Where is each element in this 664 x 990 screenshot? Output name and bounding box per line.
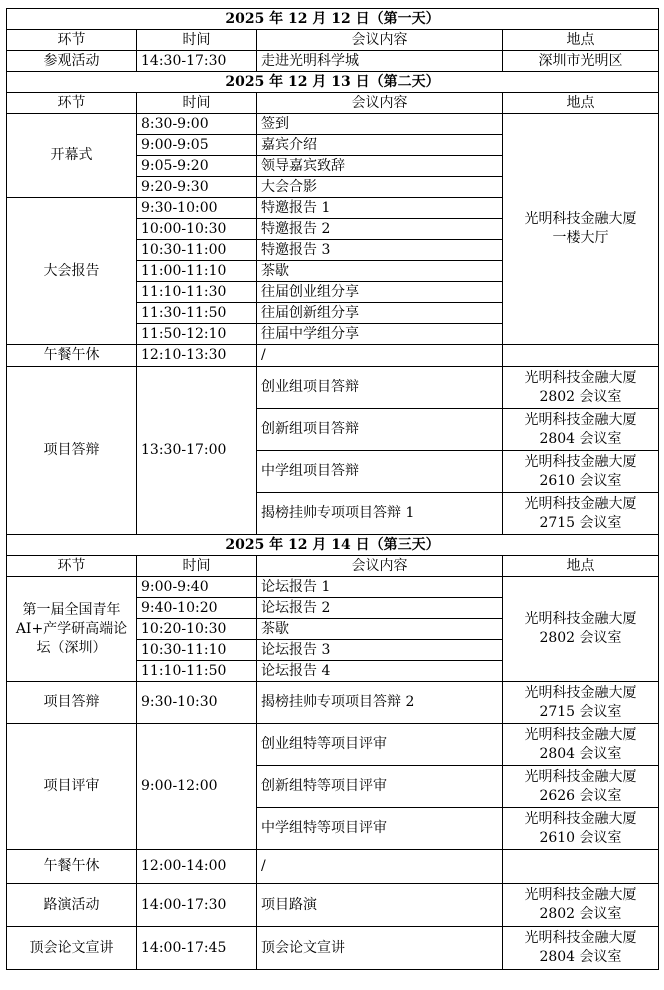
time-cell: 9:00-9:40	[137, 577, 257, 598]
content-cell: 顶会论文宣讲	[257, 927, 503, 970]
location-cell	[503, 577, 659, 682]
content-cell: 往届中学组分享	[257, 324, 503, 345]
content-cell: 往届创新组分享	[257, 303, 503, 324]
content-cell: 论坛报告 2	[257, 598, 503, 619]
location-cell: 深圳市光明区	[503, 51, 659, 72]
content-cell: 揭榜挂帅专项项目答辩 1	[257, 493, 503, 535]
location-line: 2610 会议室	[539, 472, 622, 489]
schedule-table	[6, 8, 659, 970]
time-cell: 8:30-9:00	[137, 114, 257, 135]
time-cell: 10:20-10:30	[137, 619, 257, 640]
segment-cell: 路演活动	[7, 884, 137, 927]
time-cell: 9:05-9:20	[137, 156, 257, 177]
location-cell	[503, 409, 659, 451]
time-cell: 9:30-10:00	[137, 198, 257, 219]
content-cell: 特邀报告 1	[257, 198, 503, 219]
time-cell: 9:20-9:30	[137, 177, 257, 198]
location-cell	[503, 682, 659, 724]
time-cell: 9:30-10:30	[137, 682, 257, 724]
location-line: 2715 会议室	[539, 703, 622, 720]
content-cell: 签到	[257, 114, 503, 135]
time-cell: 10:00-10:30	[137, 219, 257, 240]
content-cell: 走进光明科学城	[257, 51, 503, 72]
location-cell	[503, 850, 659, 884]
location-cell	[503, 927, 659, 970]
time-cell: 14:00-17:30	[137, 884, 257, 927]
header-content: 会议内容	[257, 30, 503, 51]
table-row	[7, 577, 659, 598]
table-row	[7, 345, 659, 367]
location-line: 光明科技金融大厦	[524, 369, 637, 386]
location-cell	[503, 808, 659, 850]
time-cell: 12:00-14:00	[137, 850, 257, 884]
location-line: 光明科技金融大厦	[524, 495, 637, 512]
location-line: 光明科技金融大厦	[524, 810, 637, 827]
location-line: 光明科技金融大厦	[524, 726, 637, 743]
content-cell: 往届创业组分享	[257, 282, 503, 303]
time-cell: 9:00-12:00	[137, 724, 257, 850]
content-cell: 领导嘉宾致辞	[257, 156, 503, 177]
day2-title: 2025 年 12 月 13 日（第二天）	[7, 72, 659, 93]
location-line: 光明科技金融大厦	[524, 887, 637, 903]
time-cell: 10:30-11:10	[137, 640, 257, 661]
location-line: 2802 会议室	[539, 630, 622, 646]
location-cell	[503, 724, 659, 766]
content-cell: 嘉宾介绍	[257, 135, 503, 156]
location-line: 光明科技金融大厦	[524, 411, 637, 428]
content-cell: 创新组项目答辩	[257, 409, 503, 451]
day3-title: 2025 年 12 月 14 日（第三天）	[7, 535, 659, 556]
location-line: 光明科技金融大厦	[524, 611, 637, 627]
time-cell: 11:00-11:10	[137, 261, 257, 282]
segment-cell: 午餐午休	[7, 850, 137, 884]
time-cell: 10:30-11:00	[137, 240, 257, 261]
content-cell: 中学组项目答辩	[257, 451, 503, 493]
segment-cell: 大会报告	[7, 198, 137, 345]
header-location: 地点	[503, 30, 659, 51]
content-cell: 茶歇	[257, 261, 503, 282]
location-line: 光明科技金融大厦	[524, 453, 637, 470]
content-cell: /	[257, 850, 503, 884]
header-time: 时间	[137, 93, 257, 114]
table-header-row	[7, 93, 659, 114]
table-row	[7, 367, 659, 409]
location-line: 光明科技金融大厦	[524, 684, 637, 701]
content-cell: 论坛报告 3	[257, 640, 503, 661]
location-line: 2802 会议室	[539, 906, 622, 922]
location-line: 2715 会议室	[539, 514, 622, 531]
day1-title: 2025 年 12 月 12 日（第一天）	[7, 9, 659, 30]
location-line: 2802 会议室	[539, 388, 622, 405]
content-cell: 揭榜挂帅专项项目答辩 2	[257, 682, 503, 724]
content-cell: 创新组特等项目评审	[257, 766, 503, 808]
table-row	[7, 51, 659, 72]
table-row	[7, 724, 659, 766]
table-header-row	[7, 556, 659, 577]
table-row	[7, 682, 659, 724]
time-cell: 11:10-11:30	[137, 282, 257, 303]
table-row	[7, 884, 659, 927]
header-segment: 环节	[7, 93, 137, 114]
header-content: 会议内容	[257, 556, 503, 577]
location-cell	[503, 345, 659, 367]
content-cell: 中学组特等项目评审	[257, 808, 503, 850]
location-line: 2804 会议室	[539, 745, 622, 762]
header-time: 时间	[137, 30, 257, 51]
content-cell: /	[257, 345, 503, 367]
segment-cell: 开幕式	[7, 114, 137, 198]
header-location: 地点	[503, 556, 659, 577]
segment-cell: 顶会论文宣讲	[7, 927, 137, 970]
content-cell: 茶歇	[257, 619, 503, 640]
content-cell: 特邀报告 3	[257, 240, 503, 261]
location-cell	[503, 884, 659, 927]
location-line: 2610 会议室	[539, 829, 622, 846]
location-line: 2804 会议室	[539, 949, 622, 965]
location-line: 一楼大厅	[552, 230, 609, 246]
content-cell: 论坛报告 1	[257, 577, 503, 598]
segment-cell: 项目答辩	[7, 682, 137, 724]
segment-cell: 午餐午休	[7, 345, 137, 367]
segment-cell: 参观活动	[7, 51, 137, 72]
location-line: 2804 会议室	[539, 430, 622, 447]
content-cell: 论坛报告 4	[257, 661, 503, 682]
content-cell: 创业组项目答辩	[257, 367, 503, 409]
header-content: 会议内容	[257, 93, 503, 114]
location-cell	[503, 766, 659, 808]
content-cell: 特邀报告 2	[257, 219, 503, 240]
header-segment: 环节	[7, 30, 137, 51]
location-cell	[503, 367, 659, 409]
location-cell	[503, 493, 659, 535]
table-row	[7, 114, 659, 135]
time-cell: 11:30-11:50	[137, 303, 257, 324]
header-time: 时间	[137, 556, 257, 577]
content-cell: 创业组特等项目评审	[257, 724, 503, 766]
location-line: 光明科技金融大厦	[524, 930, 637, 946]
location-cell	[503, 114, 659, 345]
location-line: 光明科技金融大厦	[524, 211, 637, 227]
location-cell	[503, 451, 659, 493]
location-line: 光明科技金融大厦	[524, 768, 637, 785]
header-location: 地点	[503, 93, 659, 114]
time-cell: 11:10-11:50	[137, 661, 257, 682]
segment-cell: 第一届全国青年AI+产学研高端论坛（深圳）	[7, 577, 137, 682]
time-cell: 13:30-17:00	[137, 367, 257, 535]
segment-cell: 项目评审	[7, 724, 137, 850]
time-cell: 12:10-13:30	[137, 345, 257, 367]
location-line: 2626 会议室	[539, 787, 622, 804]
header-segment: 环节	[7, 556, 137, 577]
time-cell: 9:40-10:20	[137, 598, 257, 619]
content-cell: 大会合影	[257, 177, 503, 198]
segment-cell: 项目答辩	[7, 367, 137, 535]
time-cell: 14:30-17:30	[137, 51, 257, 72]
time-cell: 11:50-12:10	[137, 324, 257, 345]
time-cell: 14:00-17:45	[137, 927, 257, 970]
table-row	[7, 927, 659, 970]
time-cell: 9:00-9:05	[137, 135, 257, 156]
content-cell: 项目路演	[257, 884, 503, 927]
table-header-row	[7, 30, 659, 51]
table-row	[7, 850, 659, 884]
